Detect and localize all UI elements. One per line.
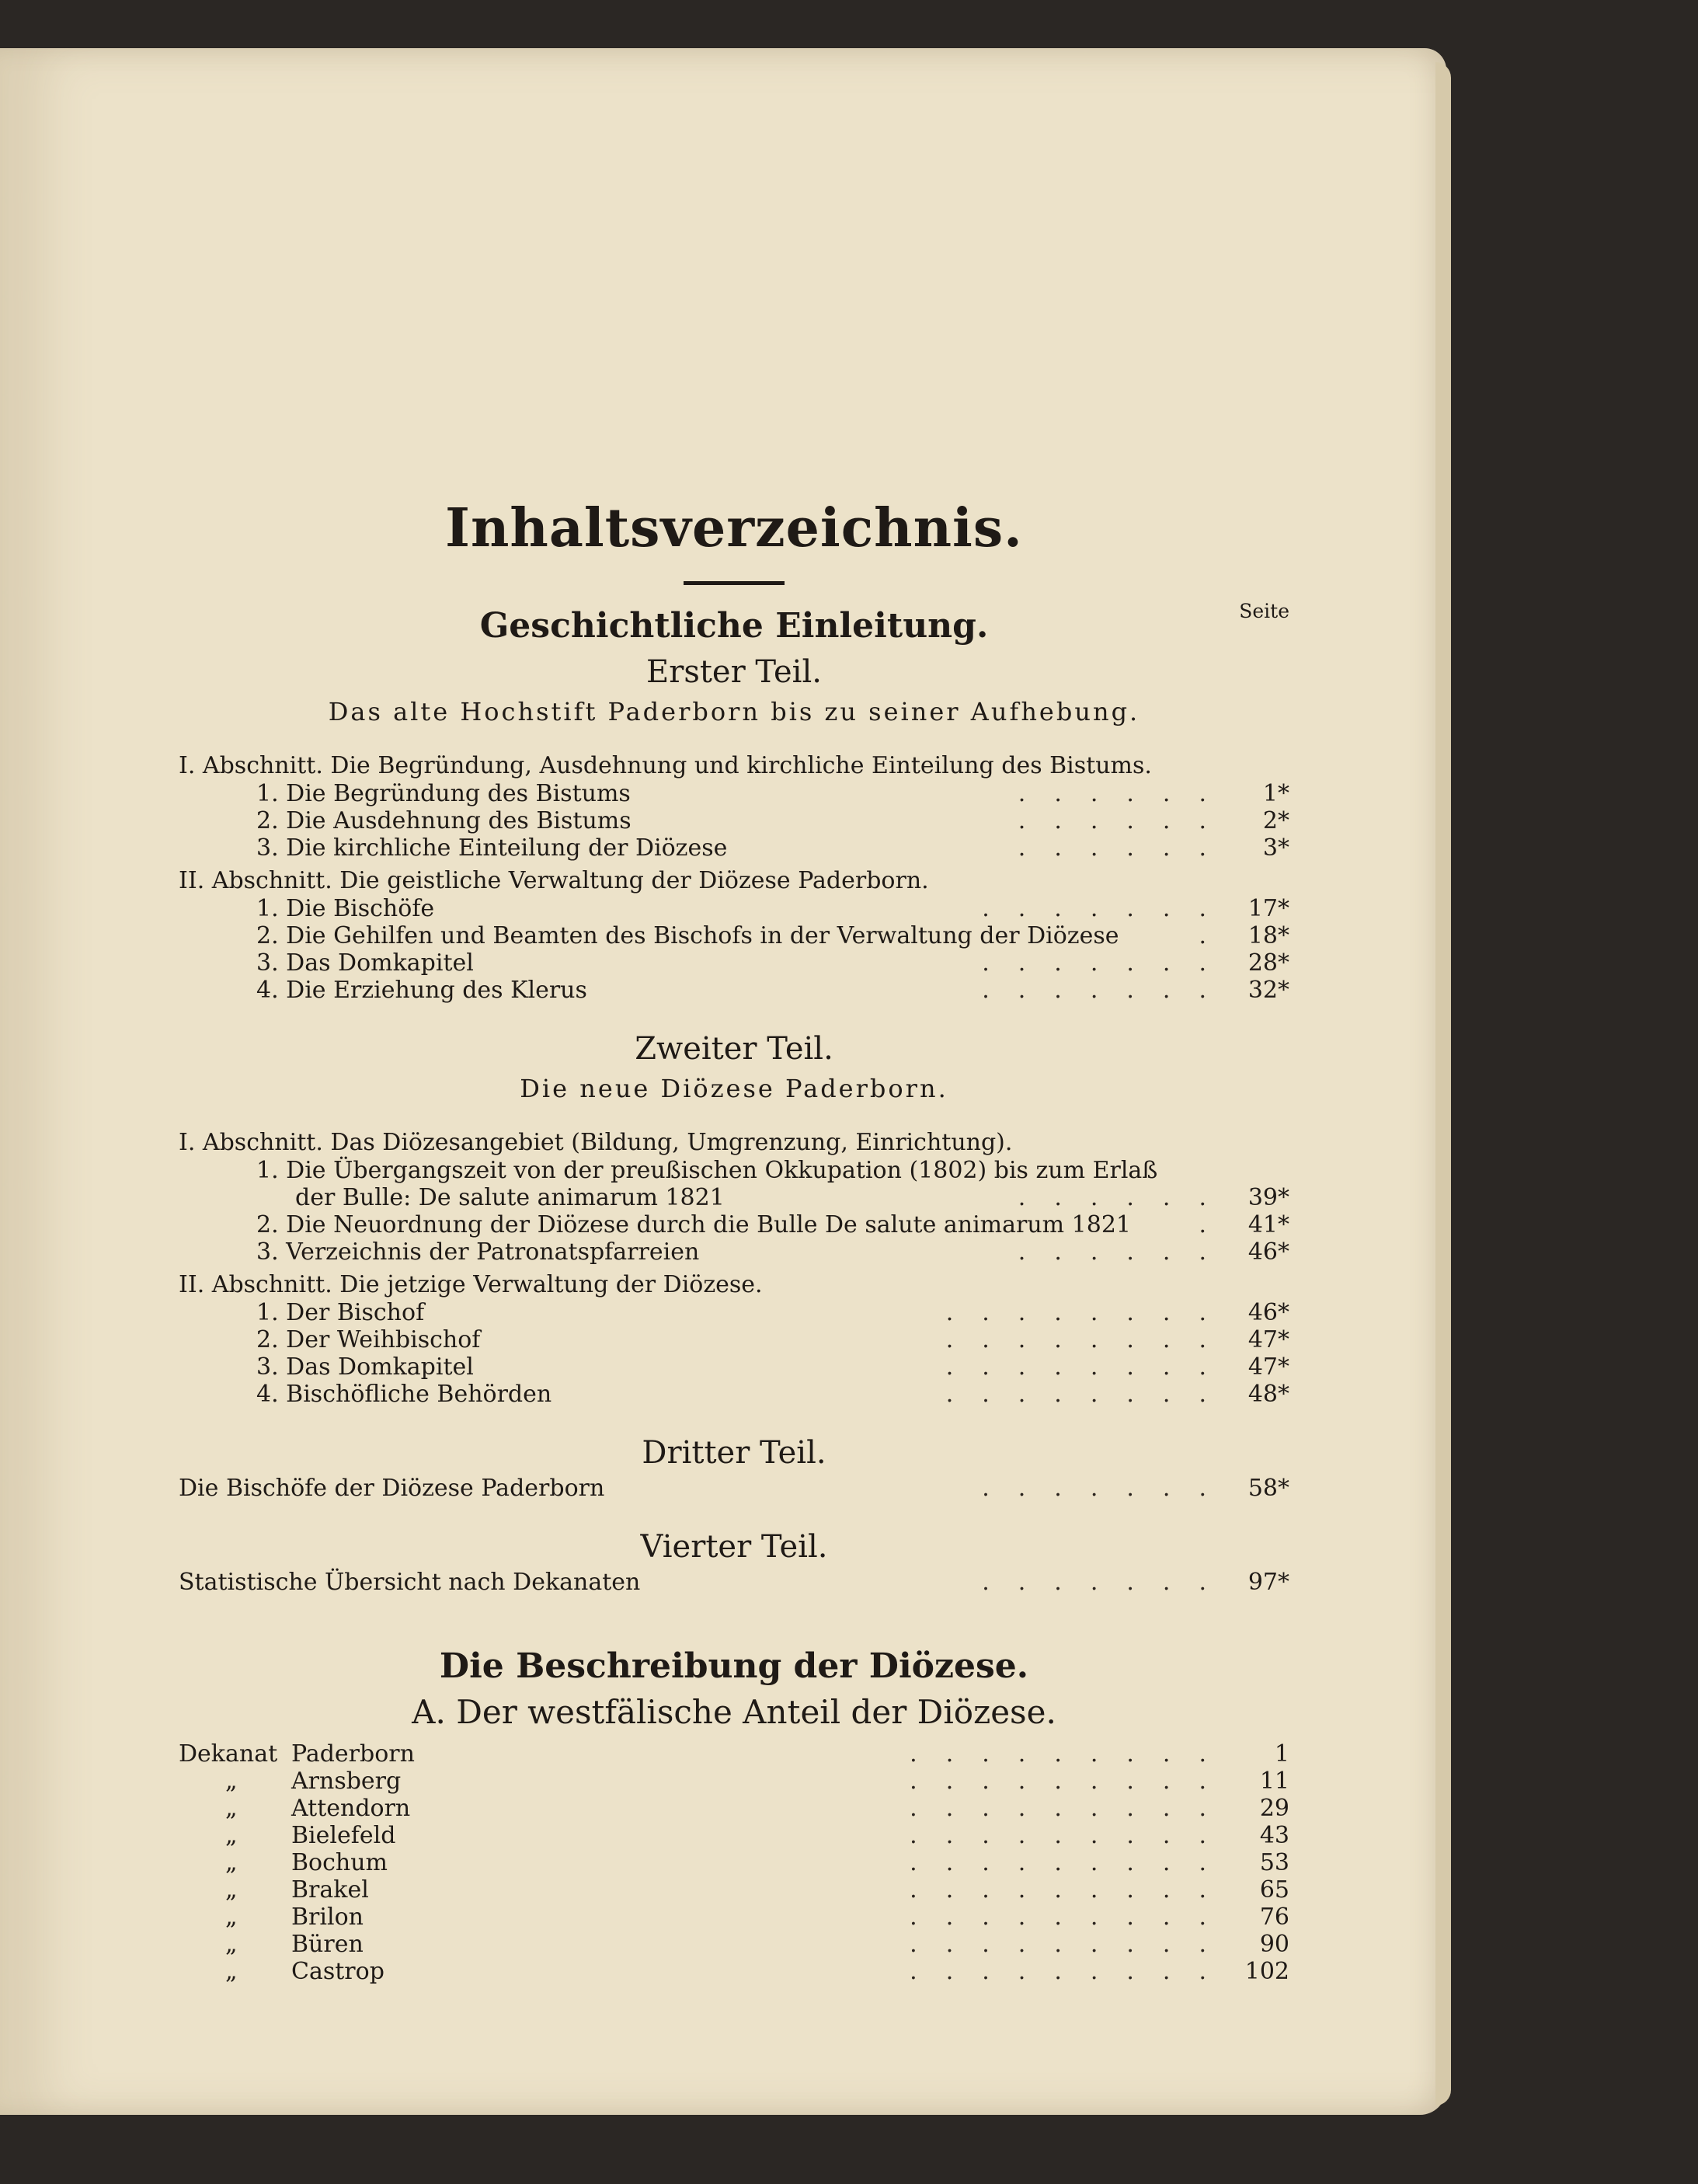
dot-leader: ...... [1018,807,1235,834]
toc-entry-label: Die Bischöfe der Diözese Paderborn [179,1475,605,1502]
toc-entry-label: der Bulle: De salute animarum 1821 [295,1184,725,1211]
dot-leader: ......... [910,1958,1235,1985]
dekanat-entry[interactable] [179,1958,1289,1985]
toc-entry[interactable] [179,1157,1289,1184]
dot-leader: ...... [1018,780,1235,807]
part-subtitle-1: Das alte Hochstift Paderborn bis zu seiner Aufhebung. [328,697,1140,726]
toc-entry[interactable] [179,1238,1289,1266]
dekanat-name: Brakel [291,1876,369,1904]
toc-entry-page: 3* [1262,834,1289,862]
dekanat-entry[interactable] [179,1768,1289,1795]
toc-entry[interactable] [179,1353,1289,1381]
dekanat-page: 43 [1259,1822,1289,1849]
dot-leader: ......... [910,1904,1235,1931]
dekanat-page: 90 [1259,1931,1289,1958]
toc-entry-page: 47* [1247,1326,1289,1353]
toc-entry-page: 1* [1262,780,1289,807]
abschnitt-heading: I. Abschnitt. Die Begründung, Ausdehnung und kirchliche Einteilung des Bistums. [179,752,1152,779]
page-edge [1435,62,1451,2106]
toc-entry-page: 46* [1247,1238,1289,1266]
abschnitt-heading: I. Abschnitt. Das Diözesangebiet (Bildung, Umgrenzung, Einrichtung). [179,1129,1013,1156]
dot-leader: ....... [982,895,1235,922]
toc-entry[interactable] [179,895,1289,922]
dekanat-entry[interactable] [179,1876,1289,1904]
toc-entry[interactable] [179,807,1289,834]
toc-entry[interactable] [179,834,1289,862]
toc-entry[interactable] [179,1475,1289,1502]
ditto-mark: „ [225,1849,238,1876]
toc-entry-page: 58* [1247,1475,1289,1502]
ditto-mark: „ [225,1768,238,1795]
dekanat-page: 65 [1259,1876,1289,1904]
dot-leader: . [1199,1211,1235,1238]
dot-leader: ......... [910,1822,1235,1849]
dekanat-name: Büren [291,1931,364,1958]
toc-entry-label: 3. Das Domkapitel [256,949,474,977]
dot-leader: ........ [945,1353,1235,1381]
part-heading-4: Vierter Teil. [640,1529,828,1565]
table-of-contents [179,489,1289,1985]
dot-leader: ......... [910,1876,1235,1904]
dot-leader: ........ [945,1326,1235,1353]
toc-entry-label: 2. Die Ausdehnung des Bistums [256,807,632,834]
dot-leader: ...... [1018,1184,1235,1211]
toc-entry-label: 1. Die Begründung des Bistums [256,780,631,807]
abschnitt-heading: II. Abschnitt. Die jetzige Verwaltung der Diözese. [179,1271,763,1298]
toc-entry-label: 2. Die Gehilfen und Beamten des Bischofs in der Verwaltung der Diözese [256,922,1119,949]
toc-entry[interactable] [179,1381,1289,1408]
dot-leader: ......... [910,1931,1235,1958]
toc-entry-page: 41* [1247,1211,1289,1238]
toc-entry-page: 39* [1247,1184,1289,1211]
dekanat-name: Brilon [291,1904,364,1931]
dot-leader: ......... [910,1740,1235,1768]
toc-entry-page: 18* [1247,922,1289,949]
toc-entry-label: 1. Der Bischof [256,1299,425,1326]
subsection-heading: A. Der westfälische Anteil der Diözese. [412,1693,1056,1731]
toc-entry-label: 1. Die Bischöfe [256,895,435,922]
toc-entry-label: 3. Die kirchliche Einteilung der Diözese [256,834,728,862]
dekanat-page: 11 [1259,1768,1289,1795]
toc-entry-label: 1. Die Übergangszeit von der preußischen Okkupation (1802) bis zum Erlaß [256,1157,1158,1184]
dekanat-name: Castrop [291,1958,384,1985]
dekanat-page: 1 [1274,1740,1289,1768]
toc-entry-page: 48* [1247,1381,1289,1408]
toc-entry[interactable] [179,949,1289,977]
toc-entry[interactable] [179,1184,1289,1211]
dekanat-name: Attendorn [291,1795,411,1822]
toc-entry-page: 28* [1247,949,1289,977]
dot-leader: ......... [910,1768,1235,1795]
dot-leader: ...... [1018,834,1235,862]
dekanat-entry[interactable] [179,1849,1289,1876]
ditto-mark: „ [225,1822,238,1849]
toc-entry-label: 4. Die Erziehung des Klerus [256,977,587,1004]
toc-entry-page: 17* [1247,895,1289,922]
dekanat-page: 102 [1244,1958,1289,1985]
page-column-label: Seite [1239,600,1289,622]
dekanat-entry[interactable] [179,1931,1289,1958]
toc-entry[interactable] [179,922,1289,949]
dot-leader: ...... [1018,1238,1235,1266]
dot-leader: . [1199,922,1235,949]
toc-entry-page: 97* [1247,1569,1289,1596]
ditto-mark: „ [225,1958,238,1985]
dekanat-name: Paderborn [291,1740,415,1768]
abschnitt-heading: II. Abschnitt. Die geistliche Verwaltung der Diözese Paderborn. [179,867,929,894]
toc-entry-page: 46* [1247,1299,1289,1326]
dot-leader: ......... [910,1795,1235,1822]
page-title: Inhaltsverzeichnis. [445,497,1023,559]
dekanat-name: Arnsberg [291,1768,402,1795]
toc-entry[interactable] [179,1569,1289,1596]
dekanat-page: 76 [1259,1904,1289,1931]
dekanat-entry[interactable] [179,1740,1289,1768]
toc-entry[interactable] [179,780,1289,807]
ditto-mark: „ [225,1795,238,1822]
toc-entry-page: 2* [1262,807,1289,834]
toc-entry[interactable] [179,1211,1289,1238]
part-heading-2: Zweiter Teil. [635,1031,833,1067]
ditto-mark: „ [225,1876,238,1904]
dekanat-name: Bochum [291,1849,388,1876]
dot-leader: ........ [945,1381,1235,1408]
toc-entry-label: 2. Die Neuordnung der Diözese durch die Bulle De salute animarum 1821 [256,1211,1131,1238]
part-subtitle-2: Die neue Diözese Paderborn. [520,1074,948,1103]
dekanat-entry[interactable] [179,1822,1289,1849]
title-rule [684,581,785,585]
section-heading-beschreibung: Die Beschreibung der Diözese. [439,1646,1029,1686]
ditto-mark: „ [225,1931,238,1958]
toc-entry-page: 47* [1247,1353,1289,1381]
dekanat-prefix: Dekanat [179,1740,278,1768]
dot-leader: ........ [945,1299,1235,1326]
toc-entry-page: 32* [1247,977,1289,1004]
toc-entry[interactable] [179,1326,1289,1353]
toc-entry-label: 3. Verzeichnis der Patronatspfarreien [256,1238,700,1266]
dot-leader: ....... [982,949,1235,977]
part-heading-3: Dritter Teil. [642,1435,826,1471]
toc-entry-label: 3. Das Domkapitel [256,1353,474,1381]
ditto-mark: „ [225,1904,238,1931]
part-heading-1: Erster Teil. [646,654,822,690]
toc-entry-label: 2. Der Weihbischof [256,1326,481,1353]
dekanat-page: 29 [1259,1795,1289,1822]
toc-entry-label: Statistische Übersicht nach Dekanaten [179,1569,641,1596]
dot-leader: ....... [982,1475,1235,1502]
dot-leader: ....... [982,1569,1235,1596]
dekanat-entry[interactable] [179,1904,1289,1931]
section-heading-einleitung: Geschichtliche Einleitung. [479,606,989,646]
dot-leader: ......... [910,1849,1235,1876]
toc-entry-label: 4. Bischöfliche Behörden [256,1381,552,1408]
dot-leader: ....... [982,977,1235,1004]
dekanat-entry[interactable] [179,1795,1289,1822]
toc-entry[interactable] [179,977,1289,1004]
toc-entry[interactable] [179,1299,1289,1326]
dekanat-page: 53 [1259,1849,1289,1876]
dekanat-name: Bielefeld [291,1822,396,1849]
